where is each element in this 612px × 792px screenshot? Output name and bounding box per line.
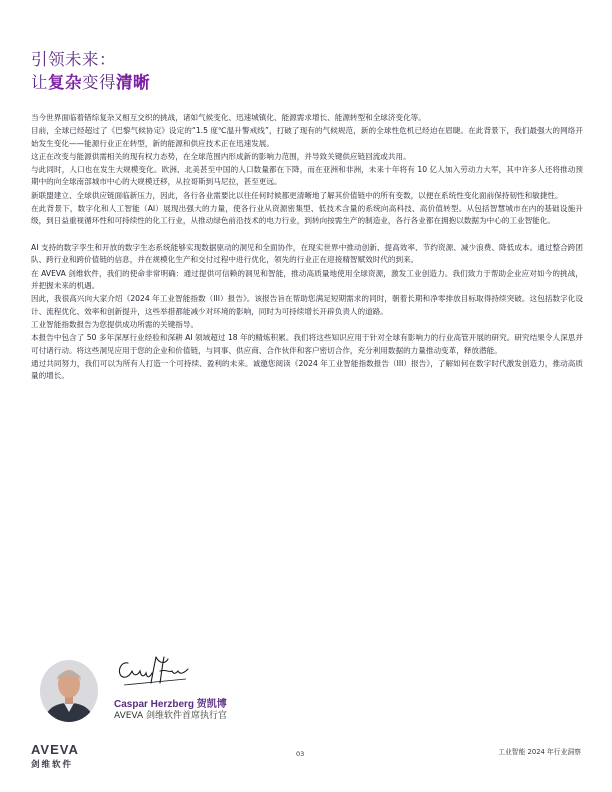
ceo-portrait [40, 660, 98, 722]
paragraph: 通过共同努力，我们可以为所有人打造一个可持续、盈利的未来。诚邀您阅读《2024 年工业智能指数报告（III）报告》，了解如何在数字时代激发创造力，推动高质量的增长。 [31, 358, 583, 381]
paragraph: 新联盟建立、全球供应链面临新压力，因此，各行各业需要比以往任何时候都更清晰地了解其价值链中的所有变数，以便在系统性变化面前保持韧性和敏捷性。 [31, 190, 563, 200]
paragraph: AI 支持的数字孪生和开放的数字生态系统能够实现数据驱动的洞见和全面协作，在现实世界中推动创新、提高效率、节约资源、减少浪费、降低成本。通过整合跨团队、跨行业和跨价值链的信息，并在规模化生产和交付过程中进行优化，领先的行业正在迎接精智赋效时代的到来。 [31, 242, 583, 265]
paragraph: 在 AVEVA 剑维软件，我们的使命非常明确：通过提供可信赖的洞见和智能，推动高质量地使用全球资源，激发工业创造力。我们致力于帮助企业应对如今的挑战，并把握未来的机遇。 [31, 268, 583, 291]
logo-chinese: 剑维软件 [31, 760, 74, 770]
title-prefix: 让 [31, 73, 48, 92]
aveva-logo [31, 742, 79, 770]
title-highlight-clear: 清晰 [116, 73, 150, 92]
title-middle: 变得 [82, 73, 116, 92]
page-title [31, 48, 150, 94]
signer-name: Caspar Herzberg 贺凯博 [114, 699, 227, 710]
handwritten-signature [114, 653, 192, 693]
paragraph: 本报告中包含了 50 多年深厚行业经验和深耕 AI 领域超过 18 年的精炼积累。我们将这些知识应用于针对全球有影响力的行业高管开展的研究。研究结果令人深思并可付诸行动。将这些洞见应用于您的企业和价值链，与同事、供应商、合作伙伴和客户密切合作，充分利用数据的力量推动变革，释放潜能。 [31, 333, 583, 355]
paragraph: 工业智能指数报告为您提供成功所需的关键指导。 [31, 319, 199, 329]
paragraph: 这正在改变与能源供需相关的现有权力态势，在全球范围内形成新的影响力范围，并导致关键供应链回流或共用。 [31, 151, 411, 161]
page-number: 03 [296, 750, 305, 758]
title-line-2 [31, 73, 150, 92]
logo-wordmark: AVEVA [31, 742, 79, 757]
report-title: 工业智能 2024 年行业洞察 [498, 748, 581, 756]
body-text [31, 112, 583, 383]
paragraph: 与此同时，人口也在发生大规模变化。欧洲、北美甚至中国的人口数量都在下降，而在亚洲和非洲，未来十年将有 10 亿人加入劳动力大军，其中许多人还将推动预期中的向全球南部城市中心的大规模迁移，从拉哥斯到马尼拉，甚至更远。 [31, 164, 583, 187]
paragraph: 因此，我很高兴向大家介绍《2024 年工业智能指数（III）报告》。该报告旨在帮助您满足短期需求的同时，朝着长期和净零排放目标取得持续突破。这包括数字化设计、流程优化、效率和创新提升，这些举措都能减少对环境的影响，同时为可持续增长开辟负责人的道路。 [31, 294, 583, 316]
paragraph: 在此背景下，数字化和人工智能（AI）展现出强大的力量，使各行业从资源密集型、低技术含量的系统向高科技、高价值转型。从包括智慧城市在内的基础设施升级，到日益重视循环性和可持续性的化工行业，从推动绿色前沿技术的电力行业，到转向按需生产的制造业，各行各业都在拥抱以数据为中心的工业智能化。 [31, 203, 583, 226]
title-line-1: 引领未来： [31, 50, 116, 69]
signer-role: AVEVA 剑维软件首席执行官 [114, 711, 228, 721]
paragraph: 当今世界面临着错综复杂又相互交织的挑战，诸如气候变化、迅速城镇化、能源需求增长、能源转型和全球济变化等。 [31, 113, 426, 122]
paragraph: 目前，全球已经超过了《巴黎气候协定》设定的“1.5 度℃温升警戒线”，打破了现有的气候规范，新的全球性危机已经迫在眉睫。在此背景下，我们最强大的网络开始发生变化——能源行业正在转型，新的能源和供应技术正在迅速发展。 [31, 126, 583, 148]
title-highlight-complex: 复杂 [48, 73, 82, 92]
